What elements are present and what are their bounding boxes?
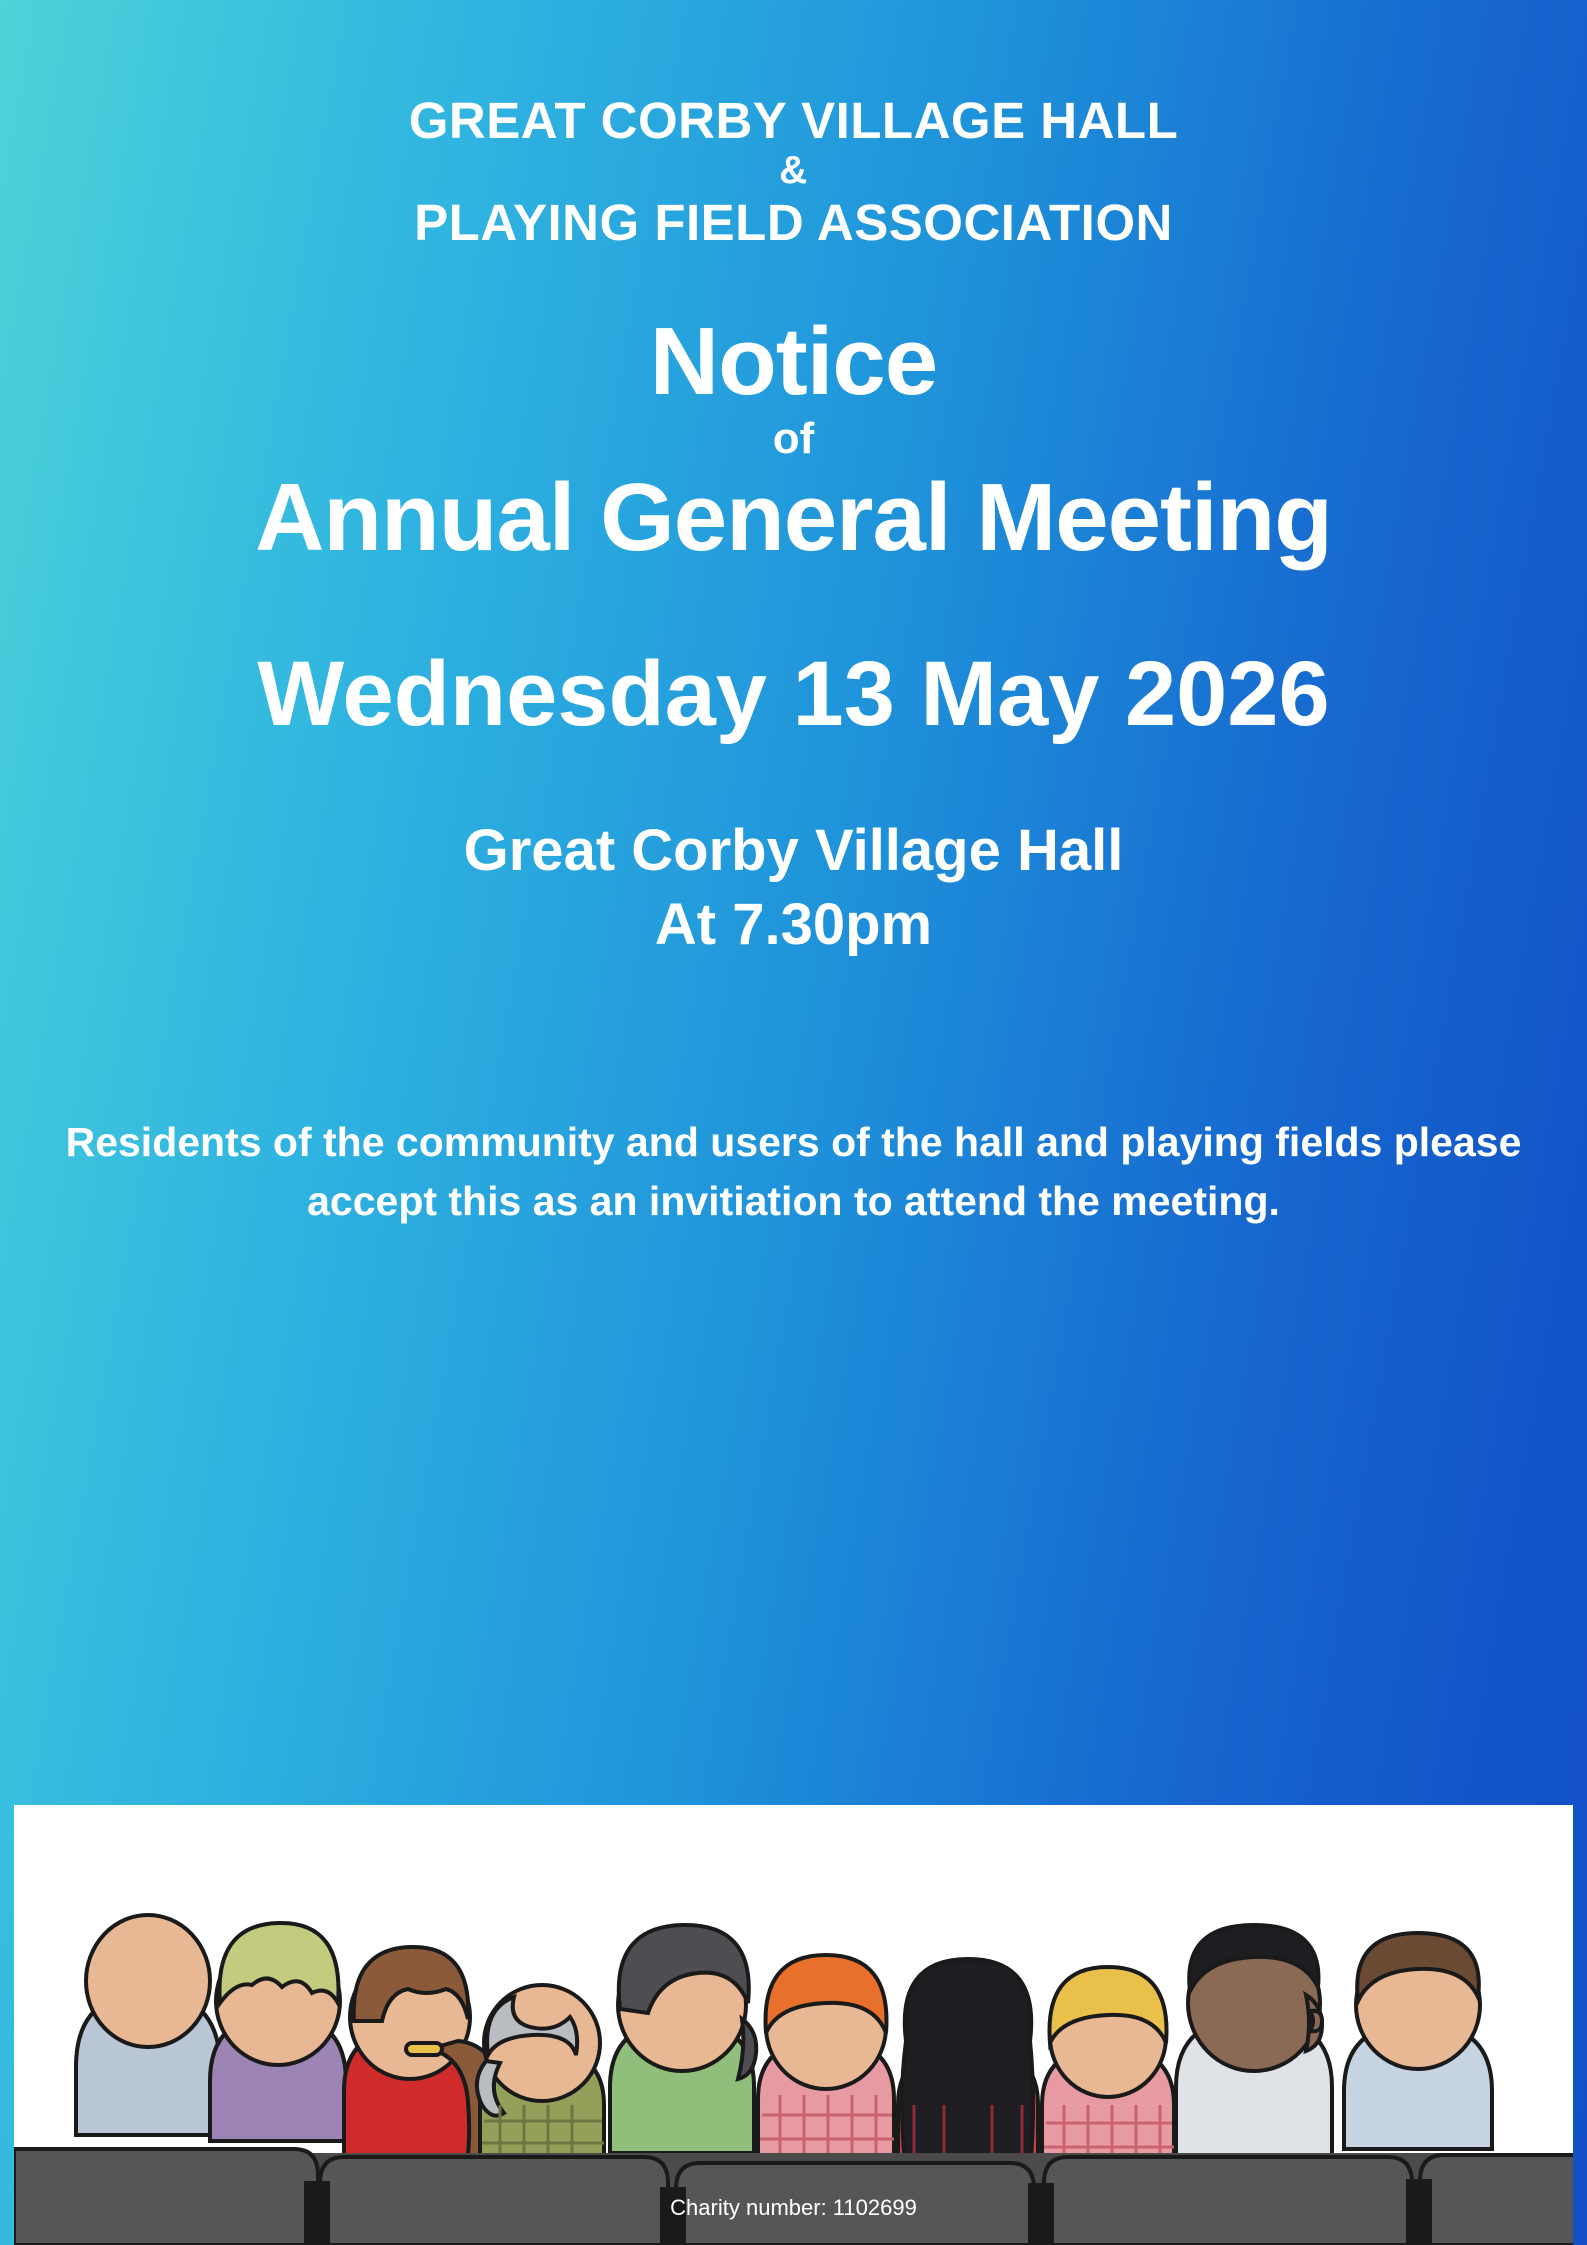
notice-word: Notice: [649, 308, 938, 416]
charity-number: Charity number: 1102699: [670, 2195, 917, 2220]
invitation-text: Residents of the community and users of the hall and playing fields please accept this as an invitiation to attend the meeting.: [65, 1118, 1522, 1225]
meeting-venue: [0, 814, 1587, 962]
venue-time: At 7.30pm: [654, 892, 933, 958]
venue-place: Great Corby Village Hall: [463, 818, 1124, 884]
notice-heading: [0, 308, 1587, 571]
meeting-date: Wednesday 13 May 2026: [257, 642, 1330, 745]
notice-of-word: of: [772, 413, 815, 463]
organisation-line-1: GREAT CORBY VILLAGE HALL: [408, 92, 1179, 149]
audience-seated-illustration: [14, 1805, 1573, 2245]
notice-subject: Annual General Meeting: [255, 463, 1332, 571]
organisation-line-2: PLAYING FIELD ASSOCIATION: [414, 193, 1173, 251]
organisation-ampersand: &: [779, 149, 808, 193]
organisation-heading: [0, 92, 1587, 251]
